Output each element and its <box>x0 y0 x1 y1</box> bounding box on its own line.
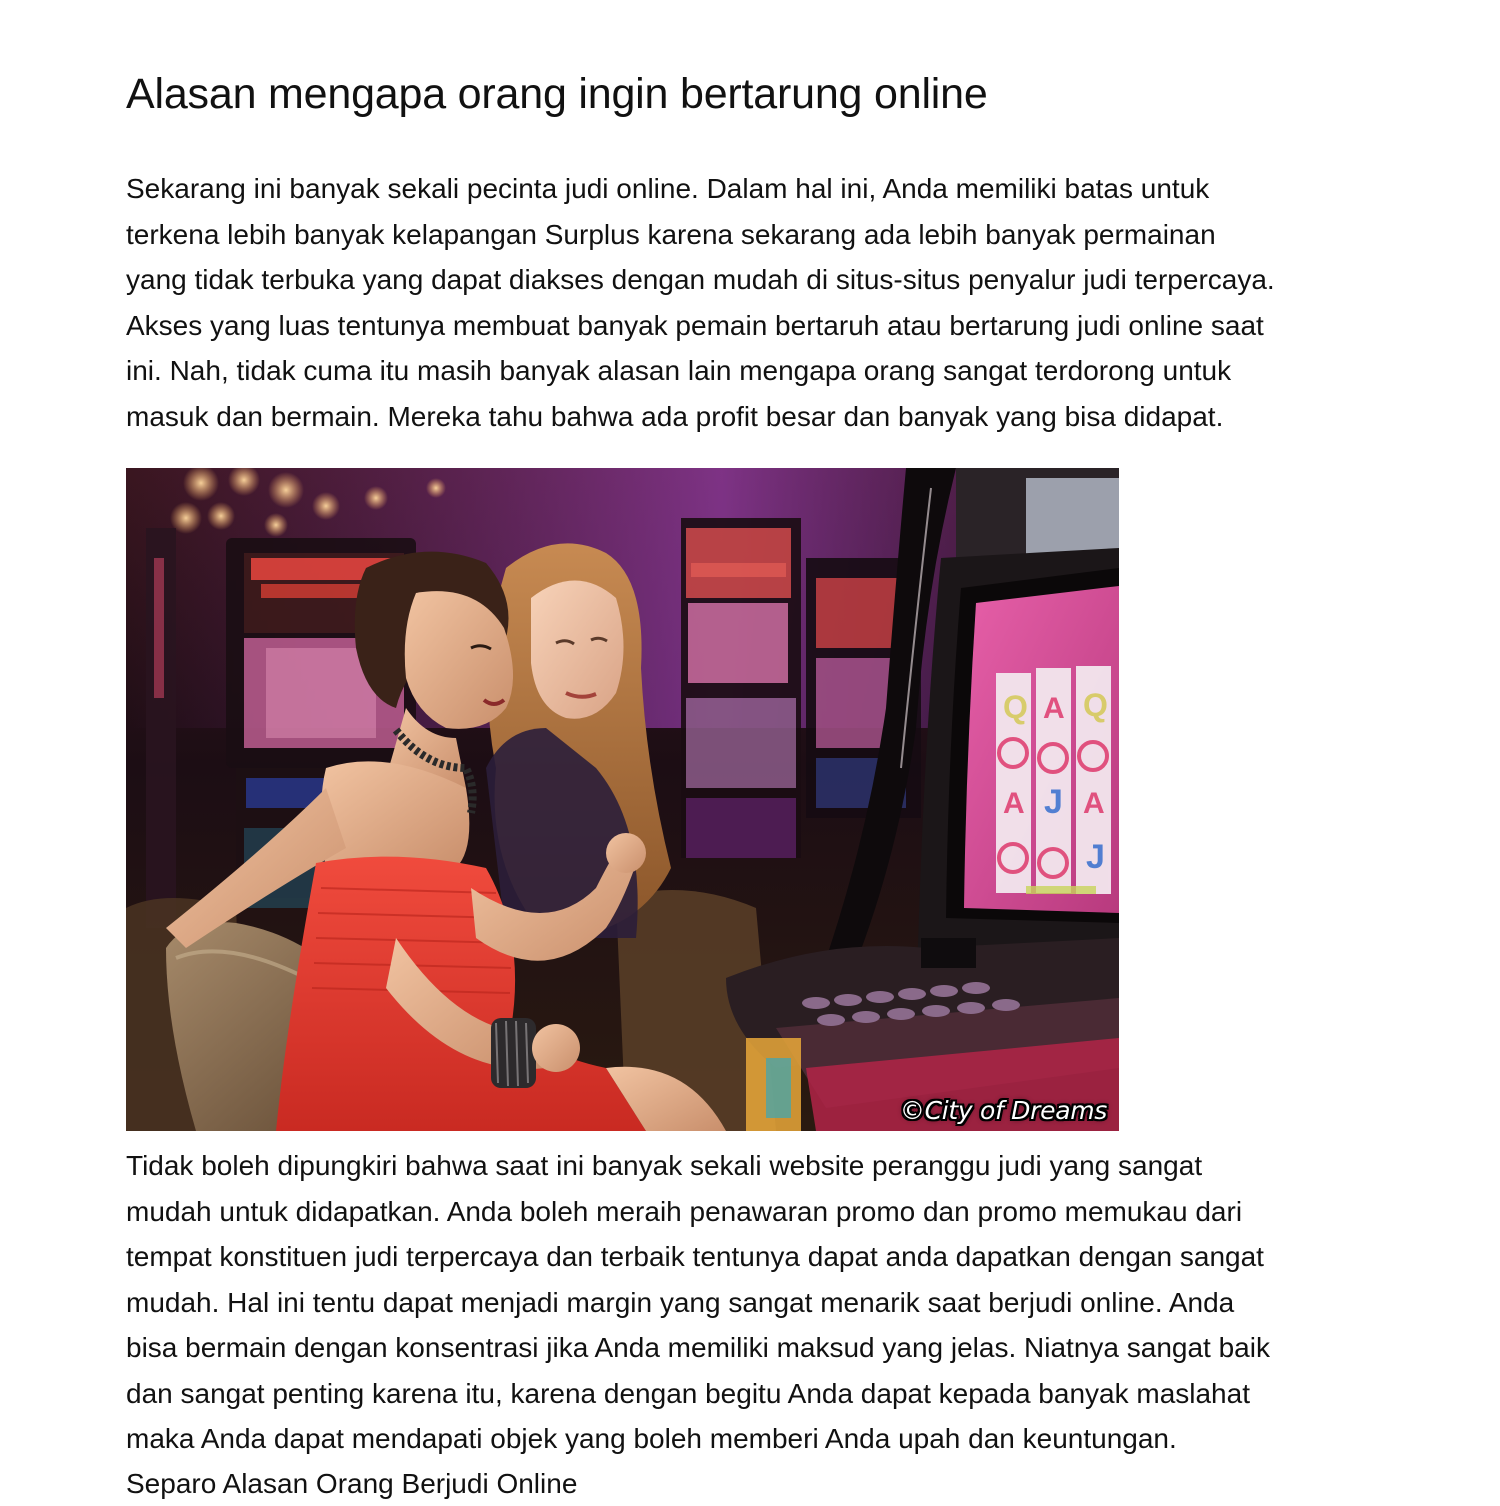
text-line: ini. Nah, tidak cuma itu masih banyak alasan lain mengapa orang sangat terdorong untuk <box>126 355 1232 386</box>
paragraph-websites <box>126 1143 1270 1462</box>
svg-text:A: A <box>1003 787 1025 820</box>
text-line: Sekarang ini banyak sekali pecinta judi online. Dalam hal ini, Anda memiliki batas untuk <box>126 173 1210 204</box>
text-line: mudah. Hal ini tentu dapat menjadi margin yang sangat menarik saat berjudi online. Anda <box>126 1286 1235 1318</box>
text-line: Akses yang luas tentunya membuat banyak pemain bertaruh atau bertarung judi online saat <box>126 309 1264 341</box>
text-line: masuk dan bermain. Mereka tahu bahwa ada profit besar dan banyak yang bisa didapat. <box>126 400 1224 432</box>
text-line: terkena lebih banyak kelapangan Surplus karena sekarang ada lebih banyak permainan <box>126 218 1216 250</box>
svg-text:Q: Q <box>1083 687 1108 723</box>
photo-credit: ©City of Dreams <box>899 1096 1107 1125</box>
casino-photo <box>126 468 1119 1131</box>
casino-photo-illustration <box>126 468 1119 1131</box>
text-line: maka Anda dapat mendapati objek yang boleh memberi Anda upah dan keuntungan. <box>126 1423 1177 1454</box>
text-line: bisa bermain dengan konsentrasi jika Anda memiliki maksud yang jelas. Niatnya sangat baik <box>126 1332 1270 1363</box>
section-subheading: Separo Alasan Orang Berjudi Online <box>126 1468 578 1499</box>
page-title: Alasan mengapa orang ingin bertarung online <box>126 70 988 118</box>
text-line: yang tidak terbuka yang dapat diakses dengan mudah di situs-situs penyalur judi terpercaya. <box>126 264 1275 295</box>
svg-text:Q: Q <box>1003 689 1028 725</box>
svg-text:A: A <box>1043 692 1065 725</box>
text-line: Tidak boleh dipungkiri bahwa saat ini banyak sekali website peranggu judi yang sangat <box>126 1150 1203 1181</box>
text-line: dan sangat penting karena itu, karena dengan begitu Anda dapat kepada banyak maslahat <box>126 1377 1250 1409</box>
paragraph-intro <box>126 166 1275 439</box>
svg-text:J: J <box>1044 783 1063 821</box>
svg-text:A: A <box>1083 787 1105 820</box>
text-line: mudah untuk didapatkan. Anda boleh meraih penawaran promo dan promo memukau dari <box>126 1195 1243 1227</box>
text-line: tempat konstituen judi terpercaya dan terbaik tentunya dapat anda dapatkan dengan sangat <box>126 1241 1264 1272</box>
svg-text:J: J <box>1086 838 1105 876</box>
